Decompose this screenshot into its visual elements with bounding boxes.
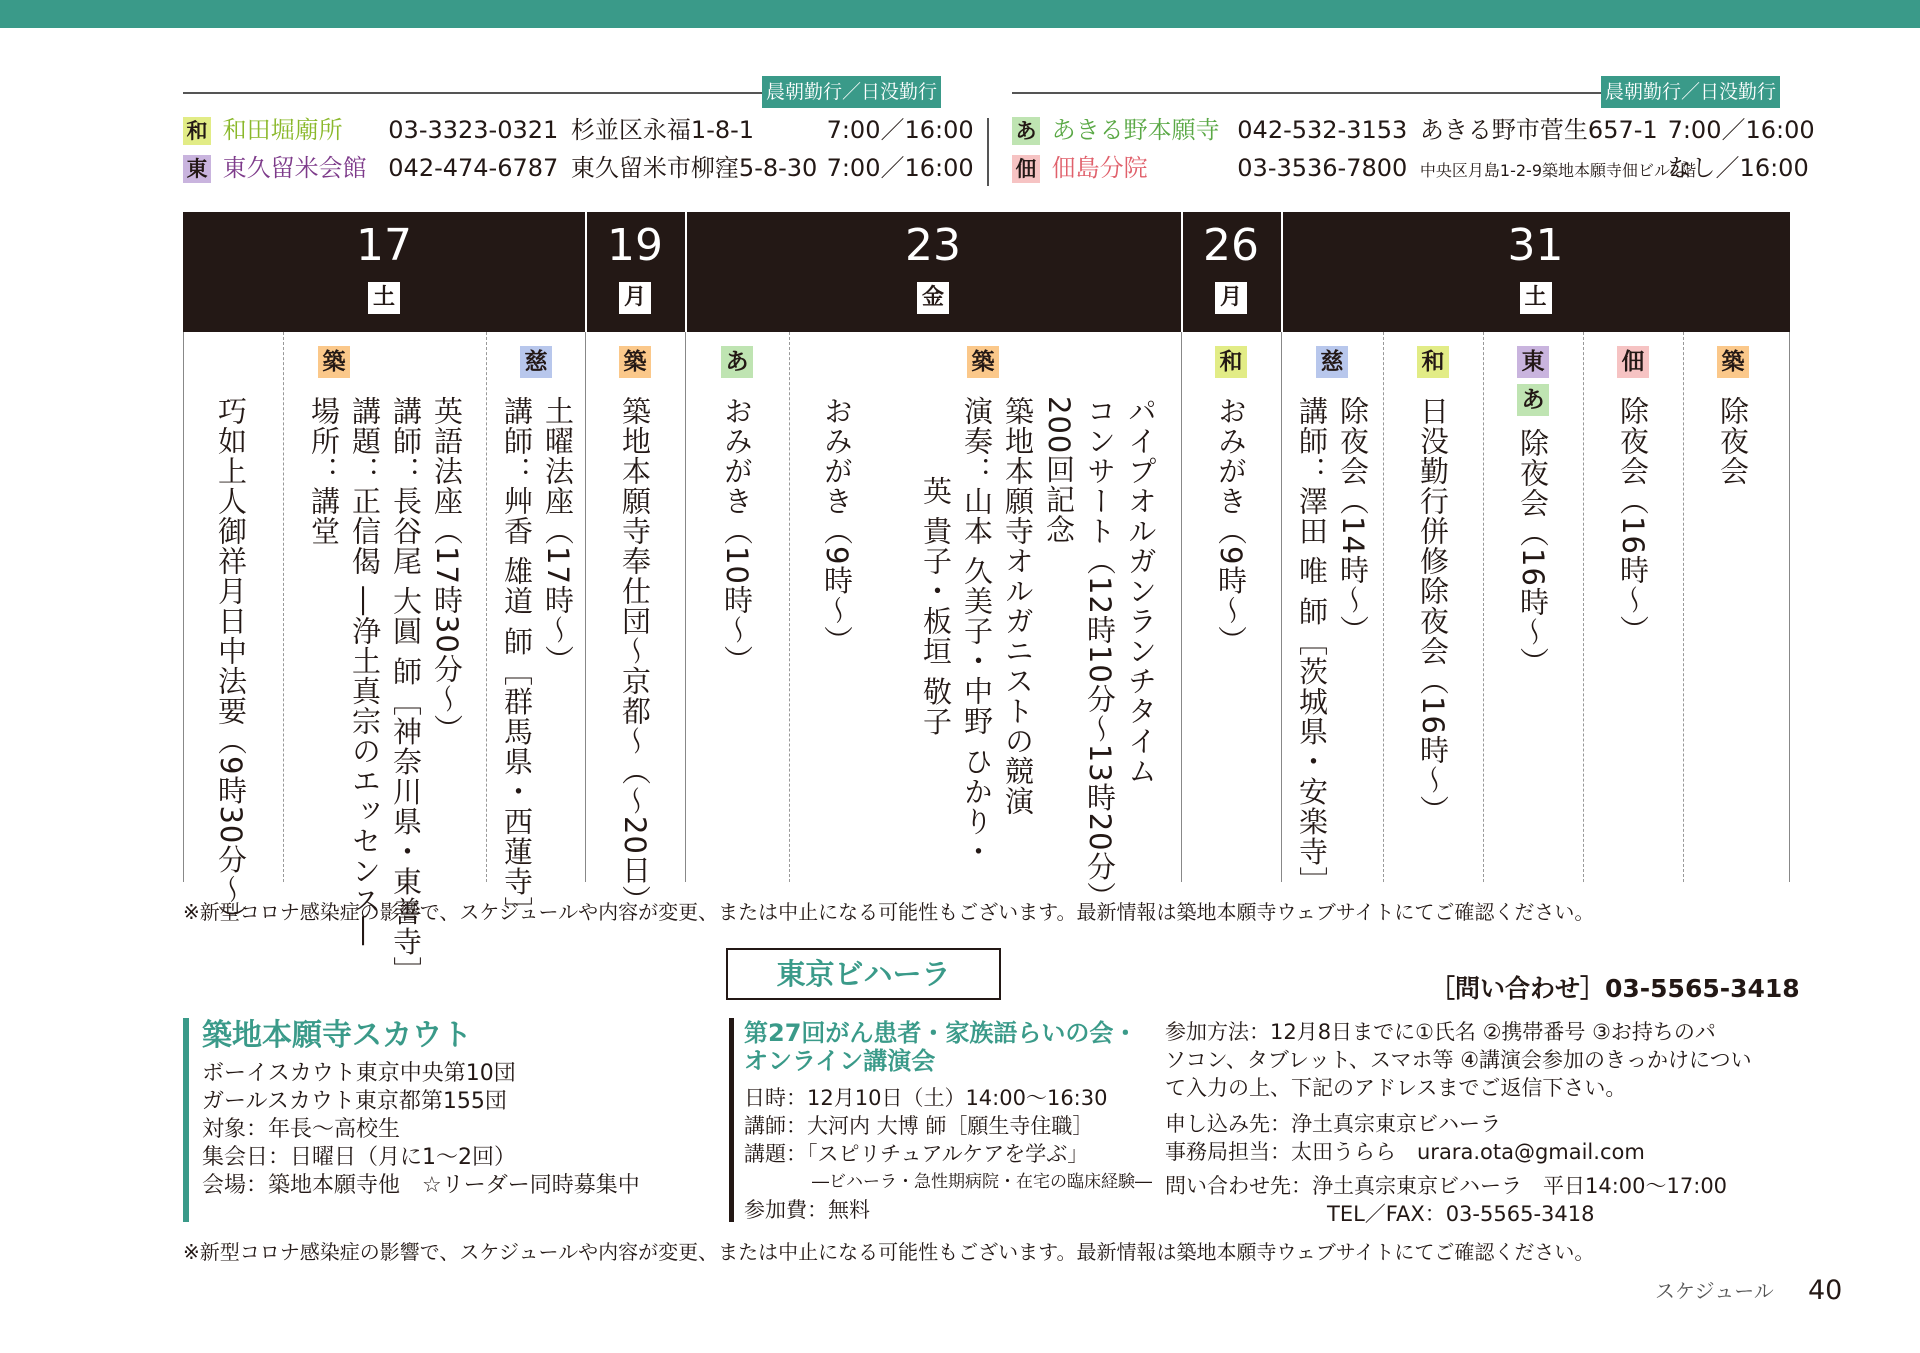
venue-badge: 築 (967, 346, 999, 378)
temple-hours: 7:00／16:00 (826, 116, 974, 144)
day-number: 26 (1203, 220, 1259, 271)
event-text: コンサート（12時10分〜13時20分） (1083, 396, 1117, 912)
temple-tel: 03-3323-0321 (388, 116, 559, 144)
scout-line: ガールスカウト東京都第155団 (202, 1089, 507, 1114)
inquiry-contact: 問い合わせ先：浄土真宗東京ビハーラ 平日14:00〜17:00 (1165, 1174, 1728, 1198)
event-topic: 講題：「スピリチュアルケアを学ぶ」 (744, 1142, 1089, 1166)
event-text: 日没勤行併修除夜会（16時〜） (1416, 396, 1450, 825)
venue-badge: 和 (1215, 346, 1247, 378)
venue-badge: 慈 (1316, 346, 1348, 378)
event-text: 講題：正信偈 ―浄土真宗のエッセンス― (348, 396, 382, 947)
scout-title: 築地本願寺スカウト (202, 1018, 472, 1053)
temple-row-wada (183, 112, 974, 148)
event-text: おみがき（9時〜） (820, 396, 854, 656)
temple-tel: 03-3536-7800 (1237, 154, 1408, 182)
event-text: おみがき（10時〜） (720, 396, 754, 675)
event-text: 築地本願寺オルガニストの競演 (1001, 396, 1035, 816)
day-header-31 (1281, 212, 1790, 332)
day-number: 19 (607, 220, 663, 271)
temple-row-akiruno (1012, 112, 1815, 148)
temple-badge: 東 (183, 155, 211, 183)
day-number: 31 (1507, 220, 1564, 271)
event-text: おみがき（9時〜） (1214, 396, 1248, 656)
tel-fax: TEL／FAX：03-5565-3418 (1327, 1202, 1595, 1226)
apply-to: 申し込み先：浄土真宗東京ビハーラ (1165, 1112, 1501, 1136)
day-of-week: 土 (1520, 282, 1552, 314)
temple-row-tsukuda (1012, 150, 1809, 189)
header-rule-left (183, 92, 763, 94)
temple-address: 杉並区永福1-8-1 (570, 116, 755, 144)
temple-name: あきる野本願寺 (1051, 116, 1220, 144)
venue-badge: あ (721, 346, 753, 378)
event-text: 除夜会（16時〜） (1516, 428, 1550, 677)
participation-method: て入力の上、下記のアドレスまでご返信下さい。 (1165, 1076, 1627, 1100)
event-text: 英 貴子・板垣 敬子 (919, 476, 953, 737)
day-header-26 (1181, 212, 1281, 332)
page-number: 40 (1808, 1275, 1843, 1306)
scout-accent-bar (183, 1018, 189, 1222)
event-text: 200回記念 (1042, 396, 1076, 545)
temple-name: 和田堀廟所 (222, 116, 343, 144)
venue-badge: あ (1517, 384, 1549, 416)
venue-badge: 佃 (1617, 346, 1649, 378)
temple-hours: 7:00／16:00 (1667, 116, 1815, 144)
event-title: 第27回がん患者・家族語らいの会・ (744, 1019, 1138, 1047)
header-divider (987, 118, 989, 186)
day-header-19 (585, 212, 685, 332)
day-of-week: 月 (619, 282, 651, 314)
hours-tag-right: 晨朝勤行／日没勤行 (1601, 76, 1780, 108)
event-text: 英語法座（17時30分〜） (430, 396, 464, 744)
temple-tel: 042-532-3153 (1237, 116, 1408, 144)
event-text: 除夜会（16時〜） (1616, 396, 1650, 645)
vihara-title: 東京ビハーラ (726, 948, 1001, 1000)
venue-badge: 和 (1417, 346, 1449, 378)
header-rule-right (1012, 92, 1602, 94)
venue-badge: 築 (1717, 346, 1749, 378)
scout-line: 会場：築地本願寺他 ☆リーダー同時募集中 (202, 1173, 640, 1198)
participation-method: ソコン、タブレット、スマホ等 ④講演会参加のきっかけについ (1165, 1048, 1752, 1072)
day-of-week: 土 (368, 282, 400, 314)
event-text: 除夜会（14時〜） (1336, 396, 1370, 645)
temple-tel: 042-474-6787 (388, 154, 559, 182)
event-text: パイプオルガンランチタイム (1124, 396, 1158, 786)
temple-address: 東久留米市柳窪5-8-30 (570, 154, 818, 182)
temple-address: あきる野市菅生657-1 (1419, 116, 1658, 144)
scout-line: 集会日：日曜日（月に1〜2回） (202, 1145, 516, 1170)
day-number: 17 (356, 220, 412, 271)
venue-badge: 築 (619, 346, 651, 378)
top-color-bar (0, 0, 1920, 28)
temple-hours: なし／16:00 (1667, 154, 1809, 182)
scout-line: 対象：年長〜高校生 (202, 1117, 401, 1142)
day-header-23 (685, 212, 1181, 332)
footer-section: スケジュール (1655, 1279, 1774, 1303)
event-date: 日時：12月10日（土）14:00〜16:30 (744, 1086, 1108, 1110)
event-subtopic: ―ビハーラ・急性期病院・在宅の臨床経験― (812, 1172, 1152, 1192)
event-text: 演奏：山本 久美子・中野 ひかり・ (960, 396, 994, 867)
event-lecturer: 講師：大河内 大博 師［願生寺住職］ (744, 1114, 1094, 1138)
event-text: 講師：艸香 雄道 師［群馬県・西蓮寺］ (500, 396, 534, 927)
temple-badge: あ (1012, 117, 1040, 145)
temple-name: 佃島分院 (1051, 154, 1148, 182)
event-text: 除夜会 (1716, 396, 1750, 486)
event-text: 講師：長谷尾 大圓 師［神奈川県・東善寺］ (389, 396, 423, 987)
day-number: 23 (905, 220, 961, 271)
office-contact: 事務局担当：太田うらら urara.ota@gmail.com (1165, 1140, 1645, 1164)
participation-method: 参加方法：12月8日までに①氏名 ②携帯番号 ③お持ちのパ (1165, 1020, 1716, 1044)
event-text: 土曜法座（17時〜） (541, 396, 575, 675)
event-accent-bar (729, 1018, 734, 1222)
day-of-week: 金 (917, 282, 949, 314)
venue-badge: 東 (1517, 346, 1549, 378)
event-text: 築地本願寺奉仕団〜京都〜（〜20日） (618, 396, 652, 915)
scout-line: ボーイスカウト東京中央第10団 (202, 1061, 516, 1086)
temple-badge: 和 (183, 117, 211, 145)
temple-hours: 7:00／16:00 (826, 154, 974, 182)
covid-notice-2: ※新型コロナ感染症の影響で、スケジュールや内容が変更、または中止になる可能性もございます。最新情報は築地本願寺ウェブサイトにてご確認ください。 (183, 1240, 1595, 1264)
event-text: 講師：澤田 唯 師［茨城県・安楽寺］ (1295, 396, 1329, 897)
event-text: 巧如上人御祥月日中法要（9時30分〜） (214, 396, 248, 935)
temple-address: 中央区月島1-2-9築地本願寺佃ビル2階 (1419, 161, 1697, 180)
temple-name: 東久留米会館 (222, 154, 367, 182)
vihara-inquiry: ［問い合わせ］03-5565-3418 (1430, 974, 1800, 1003)
venue-badge: 築 (318, 346, 350, 378)
temple-badge: 佃 (1012, 155, 1040, 183)
day-of-week: 月 (1215, 282, 1247, 314)
hours-tag-left: 晨朝勤行／日没勤行 (762, 76, 941, 108)
temple-row-higashikurume (183, 150, 974, 186)
event-text: 場所：講堂 (307, 396, 341, 546)
day-header-17 (183, 212, 585, 332)
event-title: オンライン講演会 (744, 1047, 936, 1075)
event-fee: 参加費：無料 (744, 1198, 870, 1222)
covid-notice: ※新型コロナ感染症の影響で、スケジュールや内容が変更、または中止になる可能性もございます。最新情報は築地本願寺ウェブサイトにてご確認ください。 (183, 900, 1595, 924)
venue-badge: 慈 (520, 346, 552, 378)
